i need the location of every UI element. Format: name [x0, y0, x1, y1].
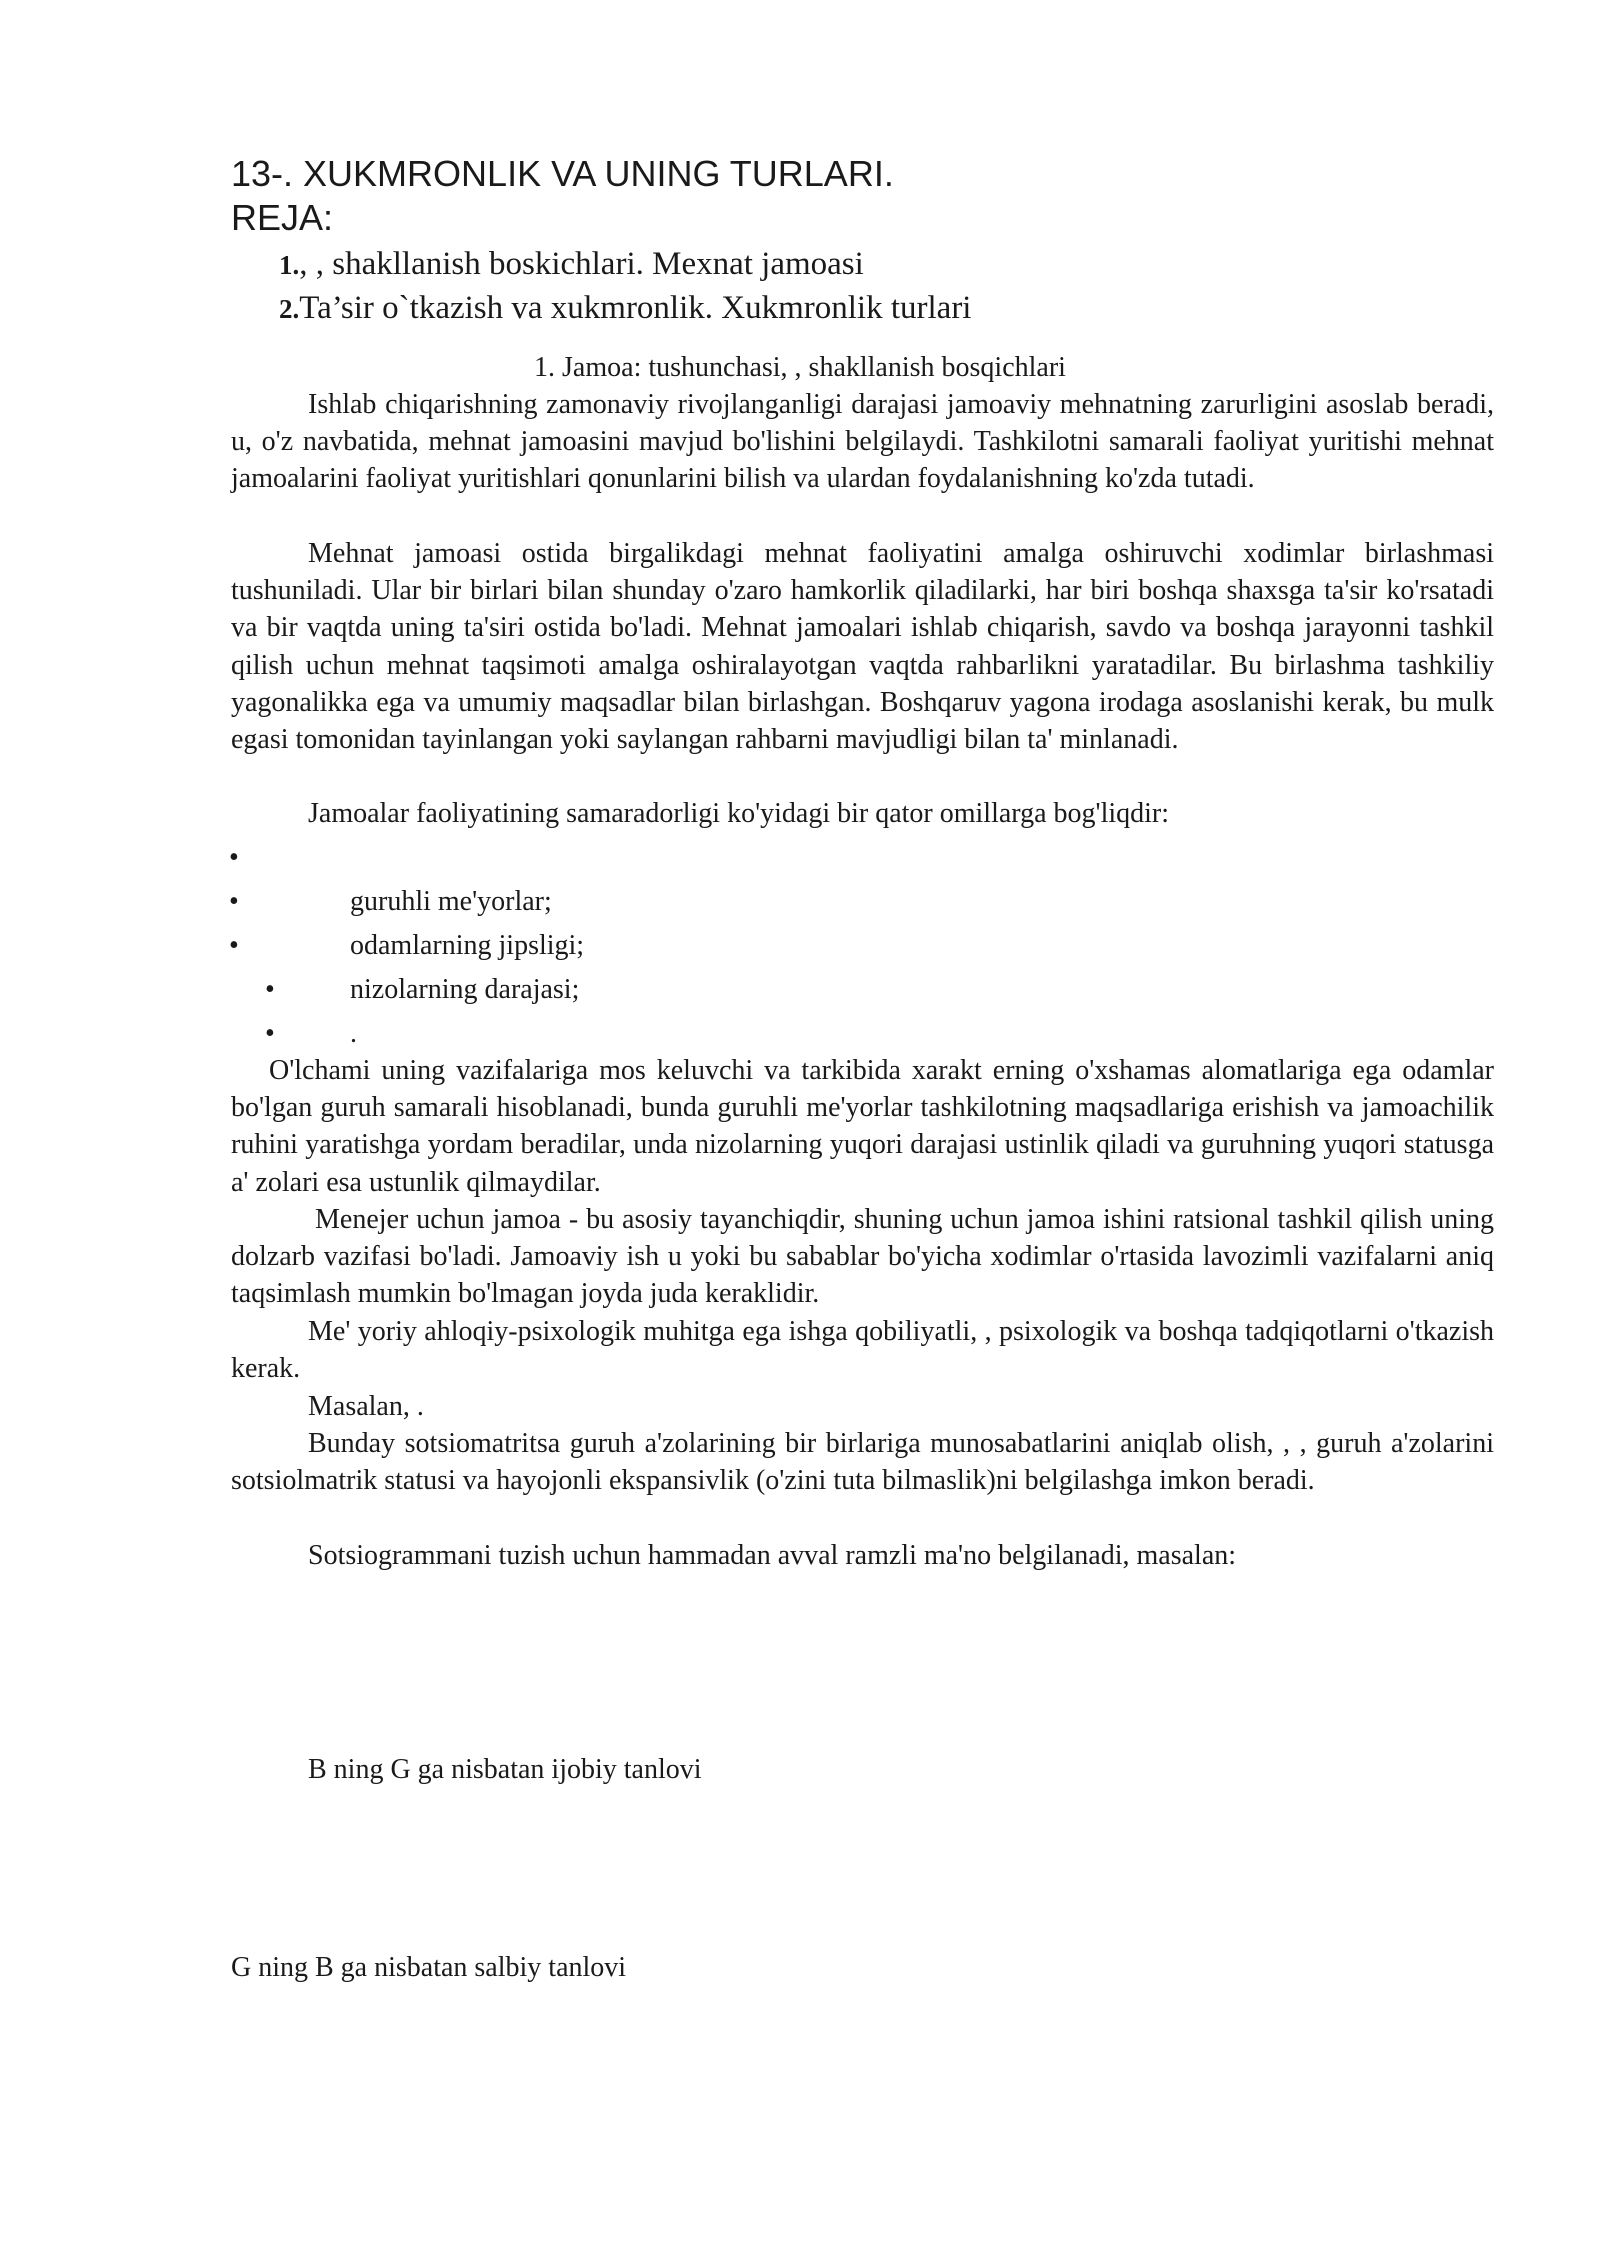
document-title: 13-. XUKMRONLIK VA UNING TURLARI.	[231, 153, 894, 194]
paragraph	[231, 535, 1494, 758]
plan-item-text: , , shakllanish boskichlari. Mexnat jamoasi	[299, 246, 864, 282]
bullet-text: .	[350, 1018, 357, 1049]
bullet-text: odamlarning jipsligi;	[350, 930, 585, 961]
paragraph-text: O'lchami uning vazifalariga mos keluvchi va tarkibida xarakt erning o'xshamas alomatlariga ega odamlar bo'lgan guruh samarali hisoblanadi, bunda guruhli me'yorlar tashkilotning maqsadlariga erishish va jamoachilik ruhini yaratishga yordam beradilar, unda nizolarning yuqori darajasi ustinlik qiladi va guruhning yuqori statusga a' zolari esa ustunlik qilmaydilar.	[231, 1055, 1494, 1198]
plan-item-text: Ta’sir o`tkazish va xukmronlik. Xukmronlik turlari	[299, 290, 972, 326]
bullet-marker: •	[229, 930, 239, 961]
paragraph-text: Bunday sotsiomatritsa guruh a'zolarining bir birlariga munosabatlarini aniqlab olish, , , guruh a'zolarini sotsiolmatrik statusi va hayojonli ekspansivlik (o'zini tuta bilmaslik)ni belgilashga imkon beradi.	[231, 1428, 1494, 1497]
paragraph-text: Menejer uchun jamoa - bu asosiy tayanchiqdir, shuning uchun jamoa ishini ratsional tashkil qilish uning dolzarb vazifasi bo'ladi. Jamoaviy ish u yoki bu sabablar bo'yicha xodimlar o'rtasida lavozimli vazifalarni aniq taqsimlash mumkin bo'lmagan joyda juda keraklidir.	[231, 1204, 1494, 1310]
paragraph	[231, 1425, 1494, 1499]
paragraph	[231, 1313, 1494, 1387]
bullet-marker: •	[265, 974, 275, 1005]
paragraph	[231, 1201, 1494, 1313]
plan-item-2	[279, 286, 971, 331]
bullet-text: nizolarning darajasi;	[350, 974, 580, 1005]
sociogram-caption-positive: B ning G ga nisbatan ijobiy tanlovi	[308, 1754, 702, 1785]
paragraph	[231, 1388, 1494, 1425]
paragraph-text: Mehnat jamoasi ostida birgalikdagi mehnat faoliyatini amalga oshiruvchi xodimlar birlashmasi tushuniladi. Ular bir birlari bilan shunday o'zaro hamkorlik qiladilarki, har biri boshqa shaxsga ta'sir ko'rsatadi va bir vaqtda uning ta'siri ostida bo'ladi. Mehnat jamoalari ishlab chiqarish, savdo va boshqa jarayonni tashkil qilish uchun mehnat taqsimoti amalga oshiralayotgan vaqtda rahbarlikni yaratadilar. Bu birlashma tashkiliy yagonalikka ega va umumiy maqsadlar bilan birlashgan. Boshqaruv yagona irodaga asoslanishi kerak, bu mulk egasi tomonidan tayinlangan yoki saylangan rahbarni mavjudligi bilan ta' minlanadi.	[231, 538, 1494, 756]
plan-label: REJA:	[231, 197, 334, 238]
paragraph	[231, 1537, 1494, 1574]
paragraph	[231, 795, 1494, 832]
bullet-marker: •	[265, 1018, 275, 1049]
paragraph	[231, 1052, 1494, 1201]
bullet-marker: •	[229, 886, 239, 917]
paragraph-text: Me' yoriy ahloqiy-psixologik muhitga ega ishga qobiliyatli, , psixologik va boshqa tadqiqotlarni o'tkazish kerak.	[231, 1316, 1494, 1385]
paragraph	[231, 386, 1494, 498]
bullet-text: guruhli me'yorlar;	[350, 886, 552, 917]
plan-item-1	[279, 242, 864, 287]
paragraph-text: Jamoalar faoliyatining samaradorligi ko'yidagi bir qator omillarga bog'liqdir:	[308, 798, 1170, 829]
paragraph-text: Masalan, .	[308, 1391, 424, 1422]
paragraph-text: Sotsiogrammani tuzish uchun hammadan avval ramzli ma'no belgilanadi, masalan:	[308, 1540, 1237, 1571]
sociogram-caption-negative: G ning B ga nisbatan salbiy tanlovi	[231, 1952, 627, 1983]
plan-item-number: 1.	[279, 250, 300, 280]
paragraph-text: Ishlab chiqarishning zamonaviy rivojlanganligi darajasi jamoaviy mehnatning zarurligini asoslab beradi, u, o'z navbatida, mehnat jamoasini mavjud bo'lishini belgilaydi. Tashkilotni samarali faoliyat yuritishi mehnat jamoalarini faoliyat yuritishlari qonunlarini bilish va ulardan foydalanishning ko'zda tutadi.	[231, 389, 1494, 495]
plan-item-number: 2.	[279, 294, 300, 324]
section-heading: 1. Jamoa: tushunchasi, , shakllanish bosqichlari	[534, 352, 1066, 383]
bullet-marker: •	[229, 842, 239, 873]
